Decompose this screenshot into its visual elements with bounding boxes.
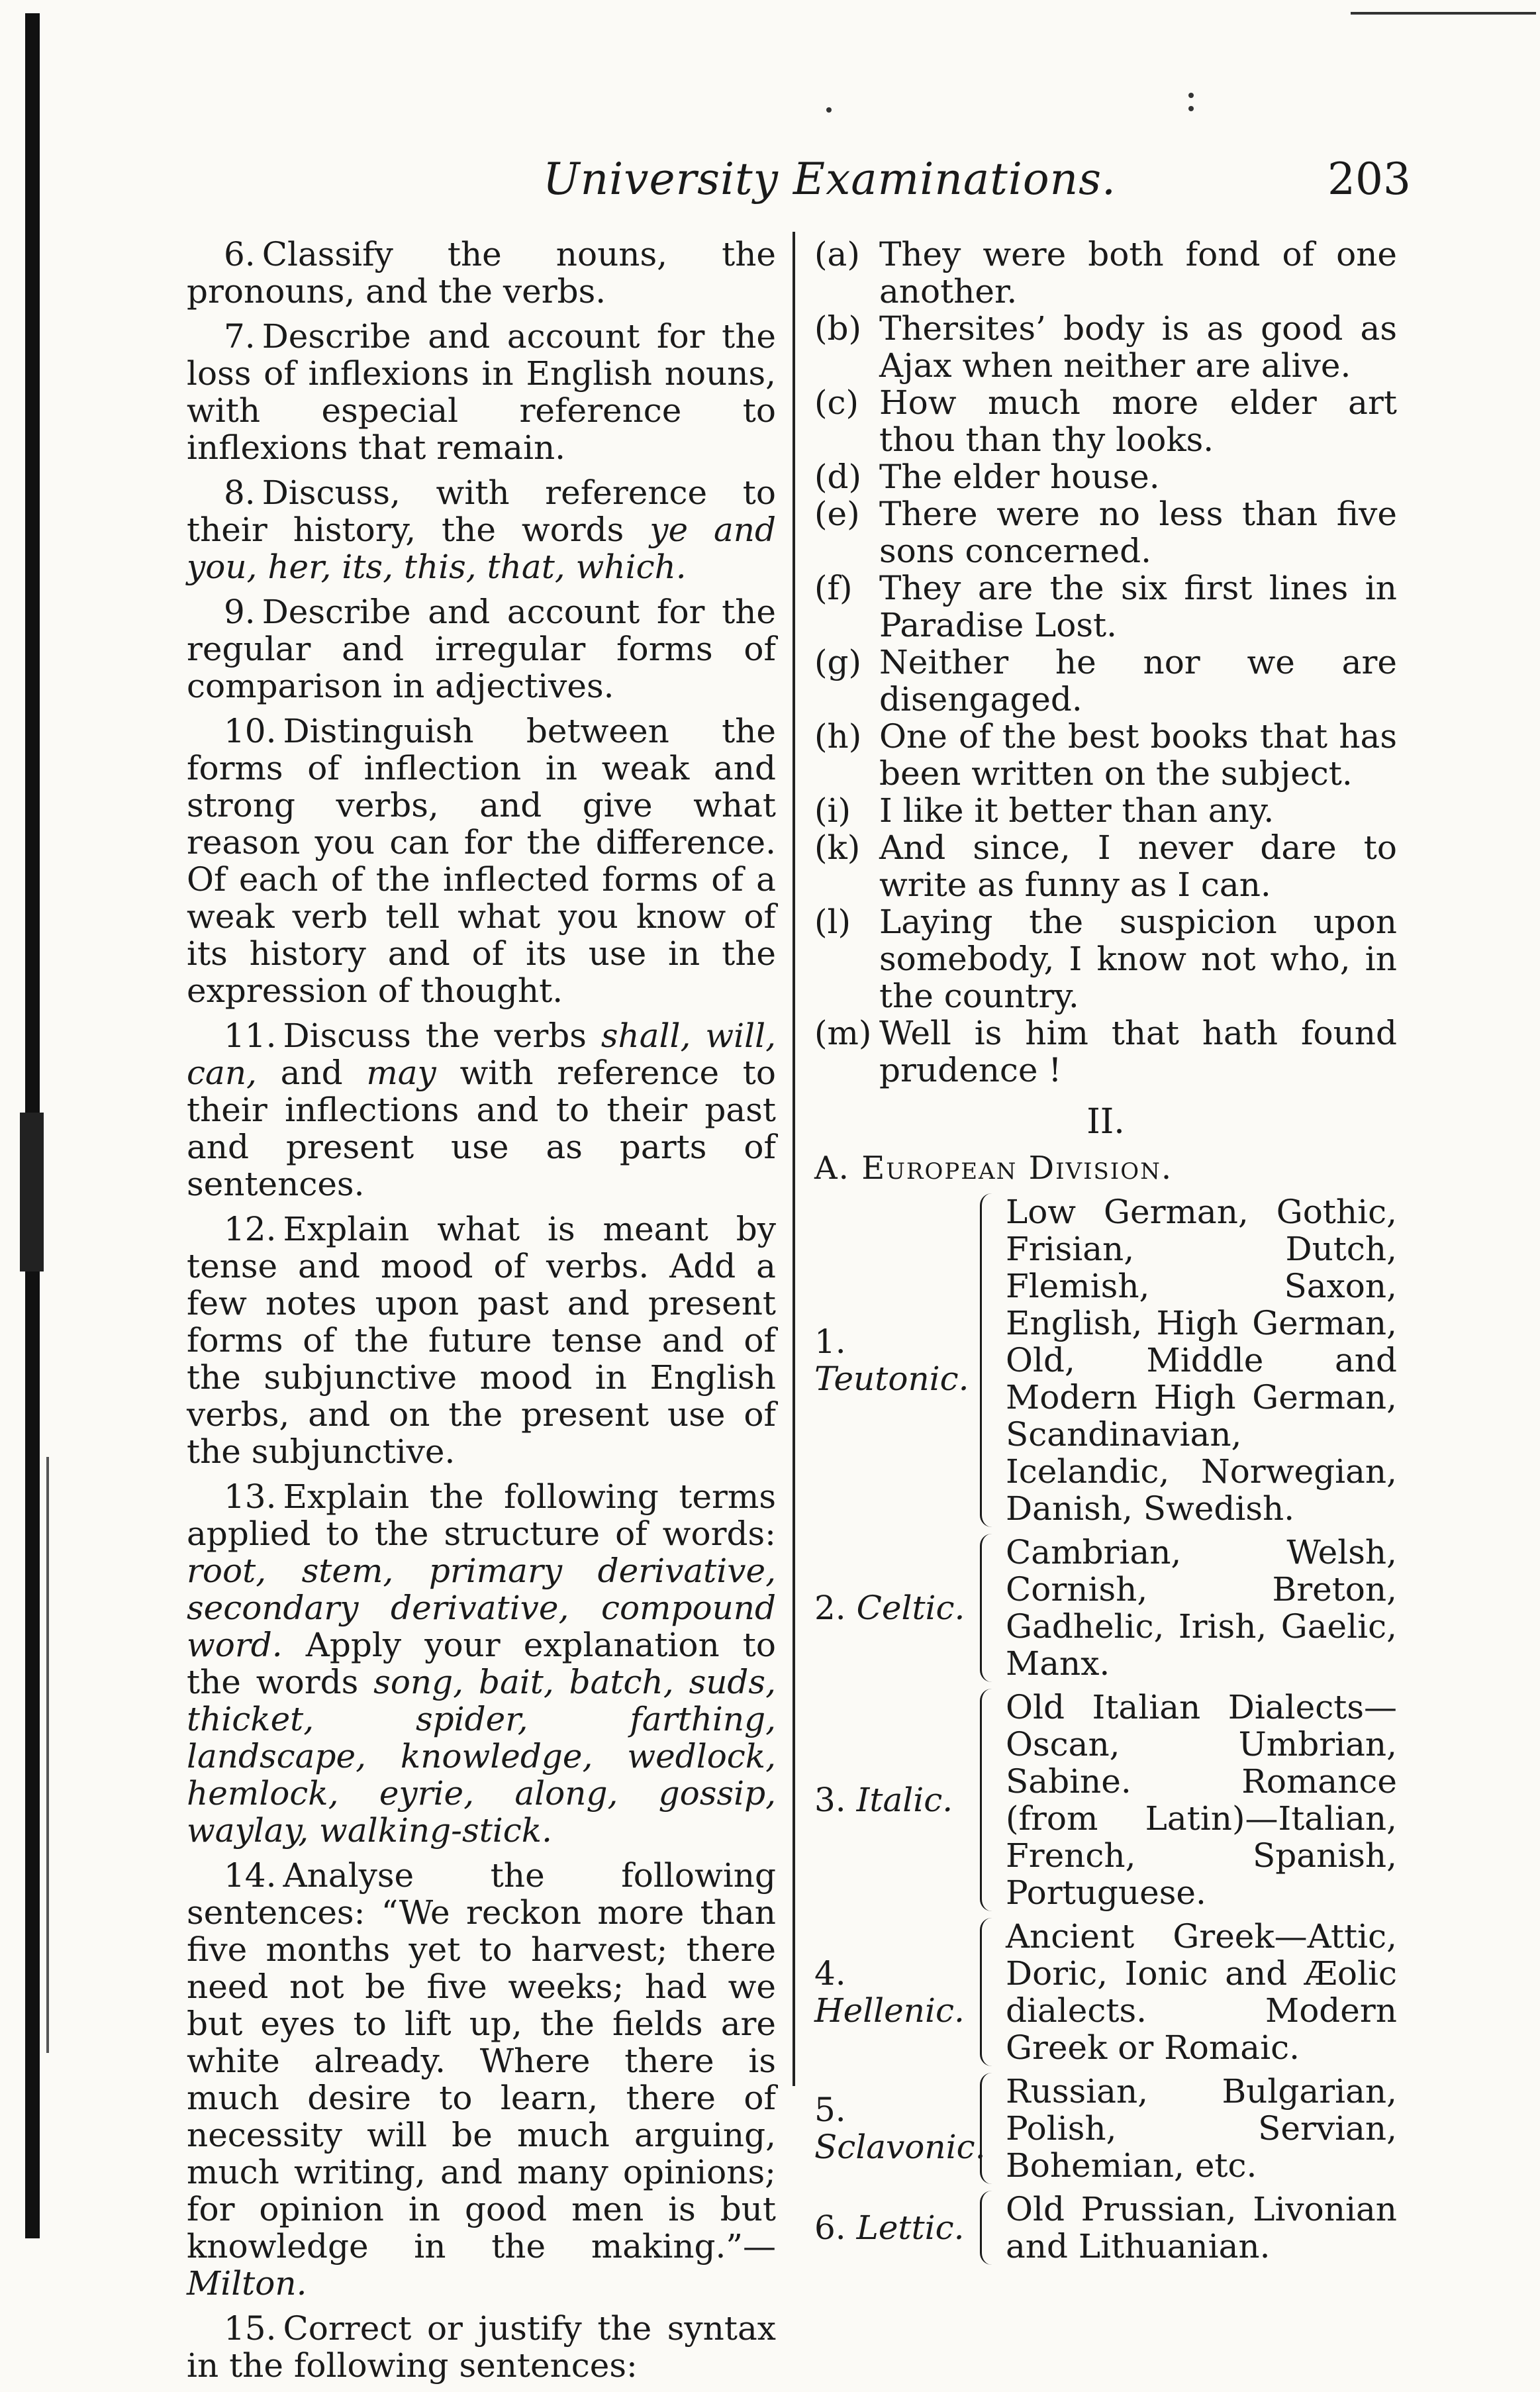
right-column [814,236,1397,2271]
brace-icon [980,1534,996,1682]
branch-hellenic: 4. Hellenic. Ancient Greek—Attic, Doric, Ionic and Æolic dialects. Modern Greek or Romaic. [814,1917,1397,2067]
sentence-h: (h) One of the best books that has been written on the subject. [814,717,1397,793]
scan-edge-mark [20,1113,44,1271]
brace-icon [980,1918,996,2066]
branch-teutonic: 1. Teutonic. Low German, Gothic, Frisian, Dutch, Flemish, Saxon, English, High German, Old, Middle and Modern High German, Scandinavian, Icelandic, Norwegian, Danish, Swedish. [814,1193,1397,1528]
question-15: 15. Correct or justify the syntax in the following sentences: [187,2309,776,2385]
sentence-k: (k) And since, I never dare to write as funny as I can. [814,828,1397,904]
question-11: 11. Discuss the verbs shall, will, can, and may with reference to their inflections and to their past and present use as parts of sentences. [187,1017,776,1203]
question-14: 14. Analyse the following sentences: “We reckon more than five months yet to harvest; there need not be five weeks; had we but eyes to lift up, the fields are white already. Where there is much desire to learn, there of necessity will be much arguing, much writing, and many opinions; for opinion in good men is but knowledge in the making.”—Milton. [187,1856,776,2303]
sentence-i: (i) I like it better than any. [814,791,1275,830]
question-9: 9. Describe and account for the regular and irregular forms of comparison in adjectives. [187,593,776,705]
top-rule [1351,12,1536,15]
brace-icon [980,1193,996,1527]
sentence-b: (b) Thersites’ body is as good as Ajax when neither are alive. [814,309,1397,385]
sentence-e: (e) There were no less than five sons concerned. [814,495,1397,570]
sentence-f: (f) They are the six first lines in Paradise Lost. [814,569,1397,644]
section-heading: A. European Division. [814,1150,1173,1187]
sentence-c: (c) How much more elder art thou than thy looks. [814,383,1397,459]
running-title: University Examinations. [543,154,1116,205]
brace-icon [980,2073,996,2184]
sentence-d: (d) The elder house. [814,458,1160,496]
brace-icon [980,1689,996,1911]
page-number: 203 [1327,154,1411,205]
ink-speck [1188,106,1194,111]
scan-edge-line [46,1457,49,2053]
branch-celtic: 2. Celtic. Cambrian, Welsh, Cornish, Breton, Gadhelic, Irish, Gaelic, Manx. [814,1533,1397,1683]
branch-lettic: 6. Lettic. Old Prussian, Livonian and Lithuanian. [814,2190,1397,2266]
section-number: II. [1086,1102,1125,1142]
question-12: 12. Explain what is meant by tense and mood of verbs. Add a few notes upon past and present forms of the future tense and of the subjunctive mood in English verbs, and on the present use of the subjunctive. [187,1210,776,1471]
question-10: 10. Distinguish between the forms of inflection in weak and strong verbs, and give what reason you can for the difference. Of each of the inflected forms of a weak verb tell what you know of its history and of its use in the expression of thought. [187,712,776,1010]
branch-italic: 3. Italic. Old Italian Dialects—Oscan, Umbrian, Sabine. Romance (from Latin)—Italian, French, Spanish, Portuguese. [814,1688,1397,1912]
brace-icon [980,2191,996,2265]
sentence-a: (a) They were both fond of one another. [814,235,1397,311]
ink-speck [826,107,832,113]
question-7: 7. Describe and account for the loss of inflexions in English nouns, with especial reference to inflexions that remain. [187,317,776,467]
sentence-l: (l) Laying the suspicion upon somebody, I know not who, in the country. [814,903,1397,1015]
question-8: 8. Discuss, with reference to their history, the words ye and you, her, its, this, that, which. [187,473,777,586]
left-column [187,236,776,2392]
question-6: 6. Classify the nouns, the pronouns, and the verbs. [187,235,776,311]
question-13: 13. Explain the following terms applied to the structure of words: root, stem, primary derivative, secondary derivative, compound word. Apply your explanation to the words song, bait, batch, suds, thicket, spider, farthing, landscape, knowledge, wedlock, hemlock, eyrie, along, gossip, waylay, walking-stick. [187,1477,776,1850]
ink-speck [1188,93,1194,98]
column-divider [793,232,795,2086]
sentence-m: (m) Well is him that hath found prudence ! [814,1014,1397,1089]
branch-sclavonic: 5. Sclavonic. Russian, Bulgarian, Polish, Servian, Bohemian, etc. [814,2072,1397,2185]
sentence-g: (g) Neither he nor we are disengaged. [814,643,1397,719]
